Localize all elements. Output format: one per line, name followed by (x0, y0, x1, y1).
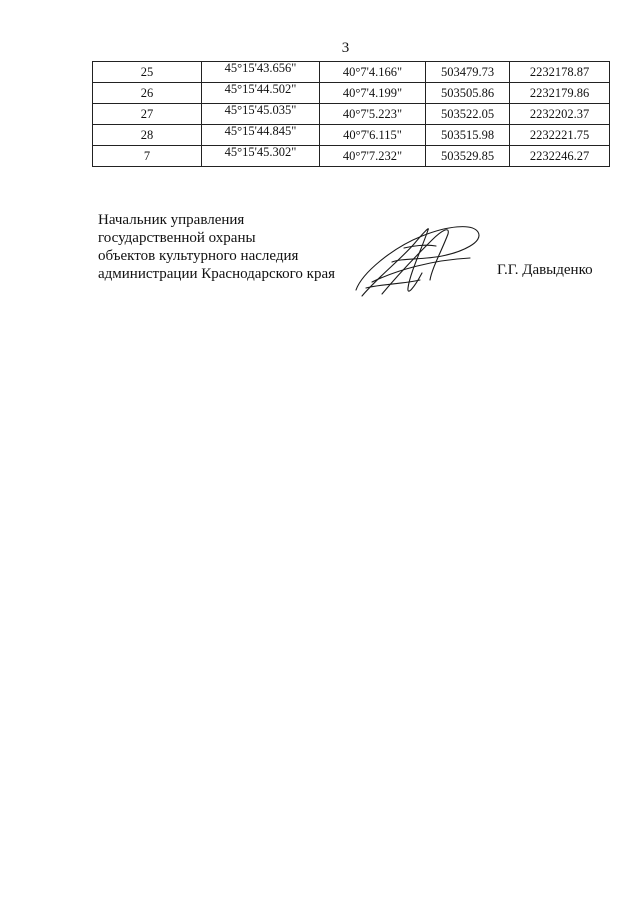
signatory-title-line: администрации Краснодарского края (98, 266, 336, 282)
longitude-cell: 40°7'5.223" (320, 104, 426, 125)
y-coordinate-cell: 2232178.87 (510, 62, 610, 83)
handwritten-signature (352, 218, 482, 300)
x-coordinate-cell: 503479.73 (426, 62, 510, 83)
point-number-cell: 26 (93, 83, 202, 104)
signatory-title-line: государственной охраны (98, 230, 256, 246)
latitude-cell: 45°15'44.502" (202, 83, 320, 104)
latitude-cell: 45°15'45.035" (202, 104, 320, 125)
x-coordinate-cell: 503522.05 (426, 104, 510, 125)
page-number: 3 (341, 40, 350, 56)
signatory-title-line: объектов культурного наследия (98, 248, 299, 264)
table-row (93, 104, 610, 125)
longitude-cell: 40°7'4.166" (320, 62, 426, 83)
longitude-cell: 40°7'4.199" (320, 83, 426, 104)
point-number-cell: 28 (93, 125, 202, 146)
point-number-cell: 25 (93, 62, 202, 83)
longitude-cell: 40°7'7.232" (320, 146, 426, 167)
signer-name: Г.Г. Давыденко (497, 262, 593, 278)
point-number-cell: 27 (93, 104, 202, 125)
latitude-cell: 45°15'45.302" (202, 146, 320, 167)
longitude-cell: 40°7'6.115" (320, 125, 426, 146)
coordinates-table (92, 61, 610, 167)
table-row (93, 125, 610, 146)
y-coordinate-cell: 2232179.86 (510, 83, 610, 104)
latitude-cell: 45°15'43.656" (202, 62, 320, 83)
signatory-title-line: Начальник управления (98, 212, 245, 228)
x-coordinate-cell: 503515.98 (426, 125, 510, 146)
y-coordinate-cell: 2232202.37 (510, 104, 610, 125)
y-coordinate-cell: 2232221.75 (510, 125, 610, 146)
latitude-cell: 45°15'44.845" (202, 125, 320, 146)
x-coordinate-cell: 503505.86 (426, 83, 510, 104)
signatory-title (98, 211, 335, 283)
table-row (93, 83, 610, 104)
table-row (93, 62, 610, 83)
x-coordinate-cell: 503529.85 (426, 146, 510, 167)
point-number-cell: 7 (93, 146, 202, 167)
table-row (93, 146, 610, 167)
y-coordinate-cell: 2232246.27 (510, 146, 610, 167)
